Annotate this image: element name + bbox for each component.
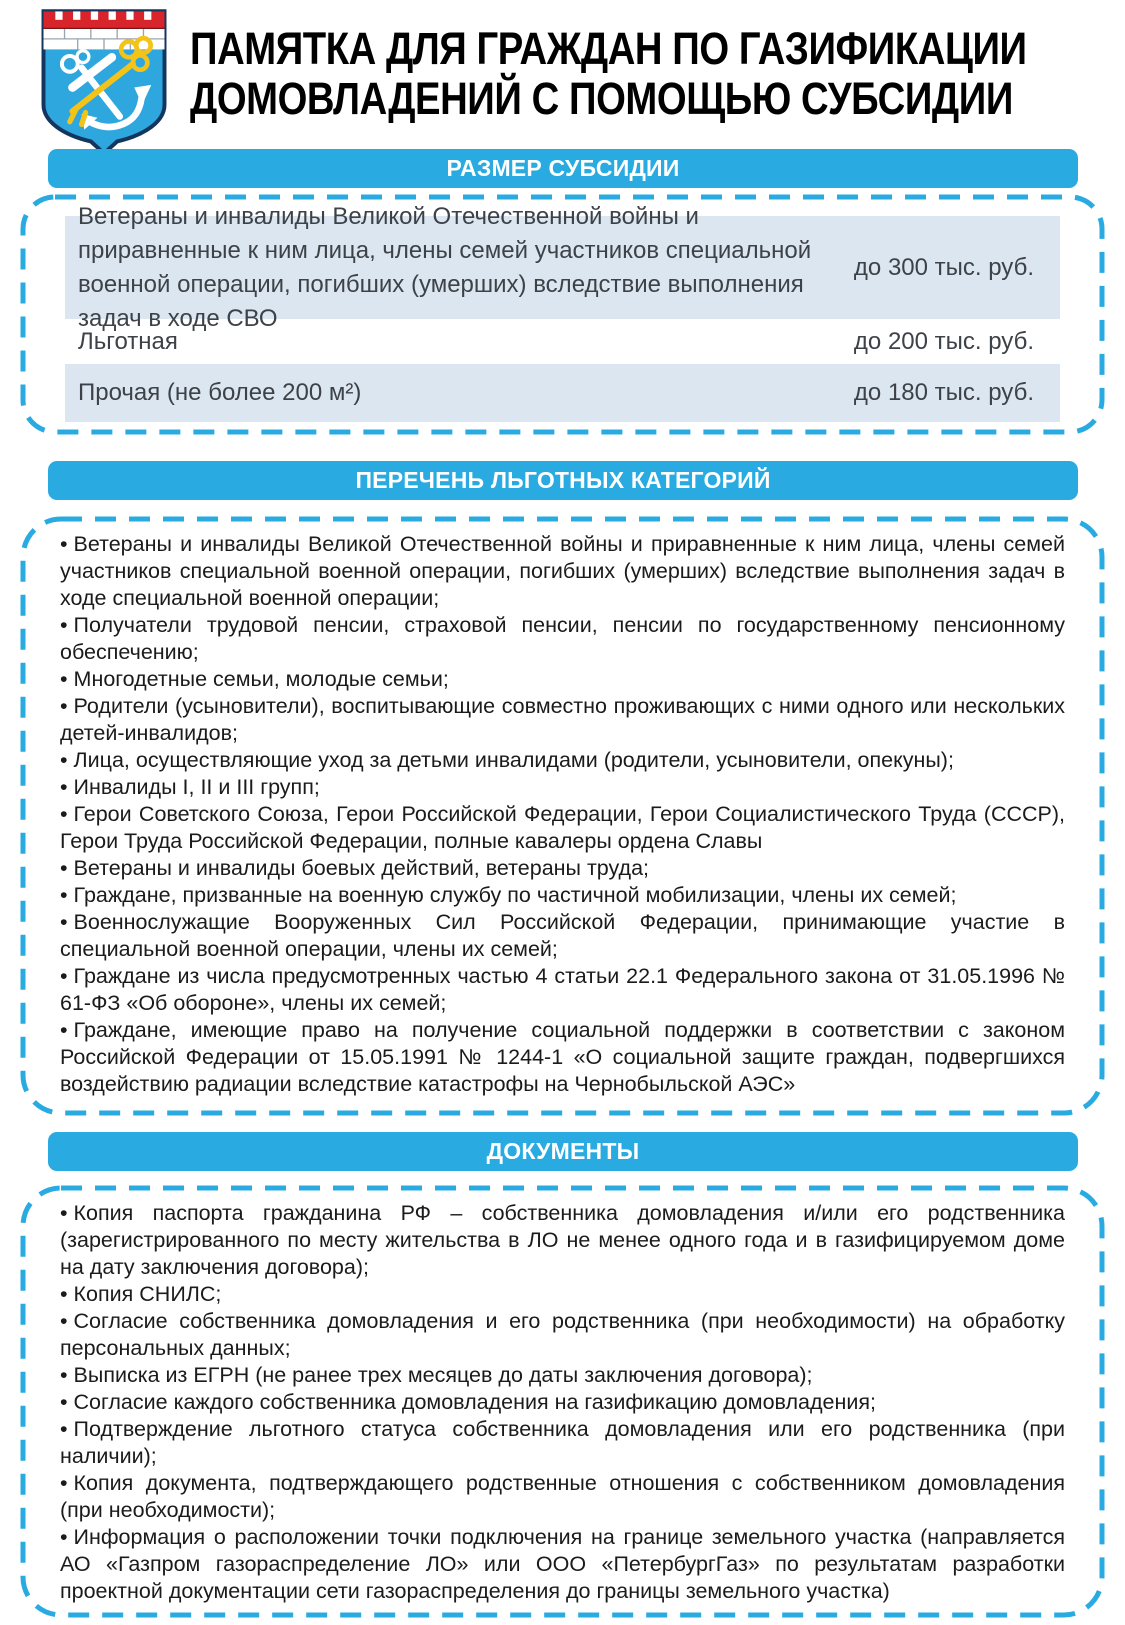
row-label: Льготная — [78, 327, 178, 355]
categories-list — [60, 531, 1065, 1098]
bullet: • — [60, 667, 68, 691]
row-value: до 180 тыс. руб. — [853, 379, 1034, 406]
page-title-line2: ДОМОВЛАДЕНИЙ С ПОМОЩЬЮ СУБСИДИИ — [190, 73, 1013, 124]
document-item — [60, 1281, 1065, 1308]
subsidy-box — [20, 194, 1105, 435]
page-title — [190, 24, 1091, 124]
bullet: • — [60, 694, 68, 718]
row-value: до 200 тыс. руб. — [853, 327, 1034, 355]
section-header-categories: ПЕРЕЧЕНЬ ЛЬГОТНЫХ КАТЕГОРИЙ — [48, 461, 1078, 500]
category-item-text: Граждане, призванные на военную службу по частичной мобилизации, члены их семей; — [73, 883, 957, 907]
category-item-text: Граждане, имеющие право на получение социальной поддержки в соответствии с законом Российской Федерации от 15.05.1991 № 1244-1 «О социальной защите граждан, подвергшихся воздействию радиации вследствие катастрофы на Чернобыльской АЭС» — [60, 1018, 1065, 1096]
document-item-text: Согласие собственника домовладения и его родственника (при необходимости) на обработку персональных данных; — [60, 1309, 1065, 1360]
bullet: • — [60, 1417, 68, 1441]
category-item-text: Родители (усыновители), воспитывающие совместно проживающих с ними одного или нескольких детей-инвалидов; — [60, 694, 1065, 745]
category-item — [60, 1017, 1065, 1098]
document-item-text: Копия паспорта гражданина РФ – собственника домовладения и/или его родственника (зарегистрированного по месту жительства в ЛО не менее одного года и в газифицируемом доме на дату заключения договора); — [60, 1201, 1065, 1279]
categories-box — [20, 516, 1105, 1116]
bullet: • — [60, 1390, 68, 1414]
bullet: • — [60, 1309, 68, 1333]
category-item-text: Получатели трудовой пенсии, страховой пенсии, пенсии по государственному пенсионному обеспечению; — [60, 613, 1065, 664]
bullet: • — [60, 613, 68, 637]
subsidy-table — [65, 202, 1060, 422]
document-item — [60, 1470, 1065, 1524]
documents-list — [60, 1200, 1065, 1605]
bullet: • — [60, 910, 68, 934]
category-item-text: Граждане из числа предусмотренных частью 4 статьи 22.1 Федерального закона от 31.05.1996 № 61-ФЗ «Об обороне», члены их семей; — [60, 964, 1065, 1015]
category-item-text: Ветераны и инвалиды Великой Отечественной войны и приравненные к ним лица, члены семей участников специальной военной операции, погибших (умерших) вследствие выполнения задач в ходе специальной военной операции; — [60, 532, 1065, 610]
row-value: до 300 тыс. руб. — [853, 253, 1034, 281]
category-item-text: Герои Советского Союза, Герои Российской Федерации, Герои Социалистического Труда (СССР), Герои Труда Российской Федерации, полные кавалеры ордена Славы — [60, 802, 1065, 853]
bullet: • — [60, 1525, 68, 1549]
category-item — [60, 801, 1065, 855]
page-title-line1: ПАМЯТКА ДЛЯ ГРАЖДАН ПО ГАЗИФИКАЦИИ — [190, 23, 1027, 74]
bullet: • — [60, 1282, 68, 1306]
bullet: • — [60, 964, 68, 988]
document-item-text: Информация о расположении точки подключения на границе земельного участка (направляется АО «Газпром газораспределение ЛО» или ООО «ПетербургГаз» по результатам разработки проектной документации сети газораспределения до границы земельного участка) — [60, 1525, 1065, 1603]
category-item — [60, 774, 1065, 801]
category-item-text: Военнослужащие Вооруженных Сил Российской Федерации, принимающие участие в специальной военной операции, члены их семей; — [60, 910, 1065, 961]
row-label: Ветераны и инвалиды Великой Отечественной войны и приравненные к ним лица, члены семей участников специальной военной операции, погибших (умерших) вследствие выполнения задач в ходе СВО — [78, 202, 812, 332]
bullet: • — [60, 883, 68, 907]
bullet: • — [60, 856, 68, 880]
document-item-text: Выписка из ЕГРН (не ранее трех месяцев до даты заключения договора); — [73, 1363, 813, 1387]
table-row — [65, 202, 1060, 332]
table-row — [65, 364, 1060, 422]
category-item-text: Лица, осуществляющие уход за детьми инвалидами (родители, усыновители, опекуны); — [73, 748, 954, 772]
category-item-text: Инвалиды I, II и III групп; — [73, 775, 320, 799]
category-item-text: Многодетные семьи, молодые семьи; — [73, 667, 449, 691]
section-header-documents: ДОКУМЕНТЫ — [48, 1132, 1078, 1171]
category-item — [60, 666, 1065, 693]
document-item-text: Подтверждение льготного статуса собственника домовладения или его родственника (при наличии); — [60, 1417, 1065, 1468]
bullet: • — [60, 748, 68, 772]
bullet: • — [60, 802, 68, 826]
table-row — [65, 319, 1060, 364]
category-item — [60, 909, 1065, 963]
section-header-subsidy-size: РАЗМЕР СУБСИДИИ — [48, 149, 1078, 188]
category-item — [60, 747, 1065, 774]
category-item-text: Ветераны и инвалиды боевых действий, ветераны труда; — [73, 856, 650, 880]
category-item — [60, 882, 1065, 909]
bullet: • — [60, 1471, 68, 1495]
bullet: • — [60, 1363, 68, 1387]
row-label: Прочая (не более 200 м²) — [78, 379, 362, 406]
documents-box — [20, 1185, 1105, 1618]
category-item — [60, 855, 1065, 882]
document-item — [60, 1416, 1065, 1470]
document-item — [60, 1200, 1065, 1281]
document-item-text: Копия СНИЛС; — [73, 1282, 222, 1306]
document-item — [60, 1389, 1065, 1416]
document-item — [60, 1362, 1065, 1389]
coat-of-arms — [38, 6, 170, 152]
document-item — [60, 1308, 1065, 1362]
bullet: • — [60, 775, 68, 799]
category-item — [60, 531, 1065, 612]
document-item — [60, 1524, 1065, 1605]
bullet: • — [60, 1201, 68, 1225]
crenellation — [43, 11, 164, 28]
document-item-text: Копия документа, подтверждающего родственные отношения с собственником домовладения (при необходимости); — [60, 1471, 1065, 1522]
bullet: • — [60, 1018, 68, 1042]
category-item — [60, 693, 1065, 747]
bullet: • — [60, 532, 68, 556]
category-item — [60, 612, 1065, 666]
category-item — [60, 963, 1065, 1017]
document-item-text: Согласие каждого собственника домовладения на газификацию домовладения; — [73, 1390, 876, 1414]
